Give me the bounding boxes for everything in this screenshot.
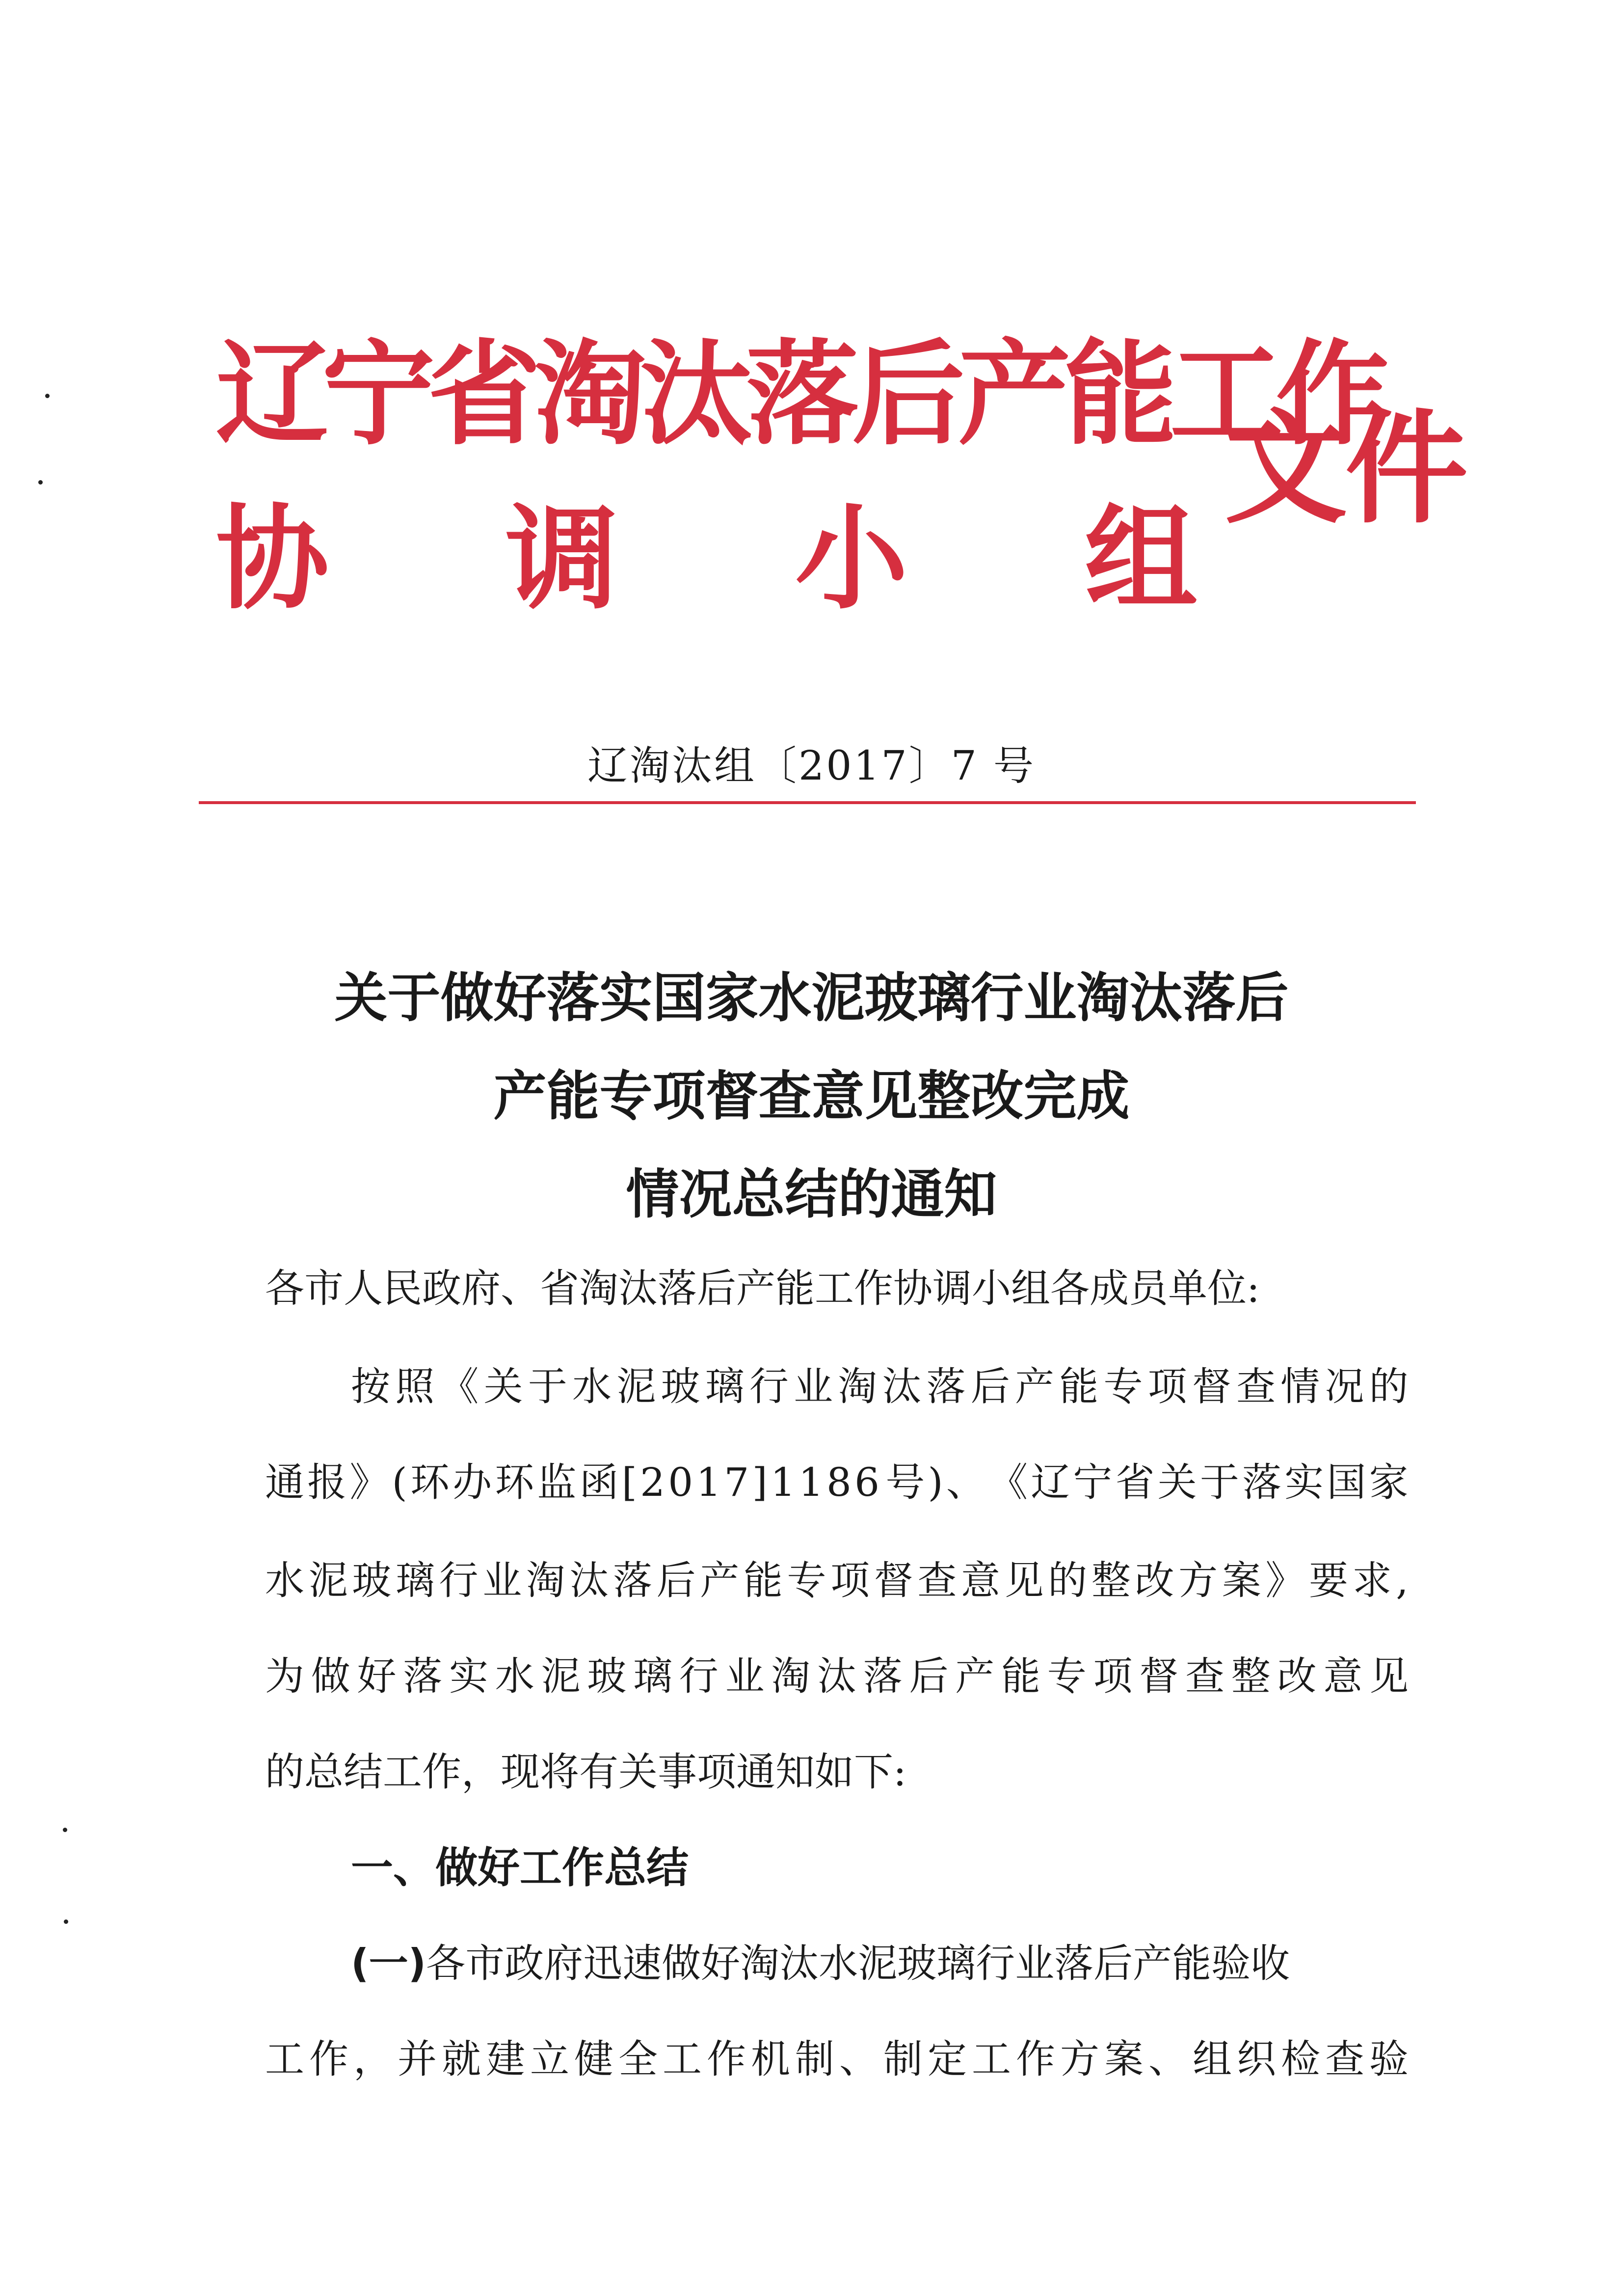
paragraph1-line3: 水 泥 玻 璃 行 业 淘 汰 落 后 产 能 专 项 督 查 意 见 的 整 改 方 案 》 要 求 , [265,1558,1409,1603]
letterhead-char: 调 [505,494,618,625]
paragraph2-line2: 工 作 ， 并 就 建 立 健 全 工 作 机 制 、 制 定 工 作 方 案 、 组 织 检 查 验 [265,2036,1409,2082]
paragraph1-line1: 按 照 《 关 于 水 泥 玻 璃 行 业 淘 汰 落 后 产 能 专 项 督 查 情 况 的 [351,1364,1409,1409]
letterhead-char: 协 [216,494,329,625]
scan-dot [38,480,43,485]
document-title-line1: 关于做好落实国家水泥玻璃行业淘汰落后 [334,968,1289,1029]
paragraph1-line2: 通 报 》 ( 环 办 环 监 函 [ 2 0 1 7 ] 1 1 8 6 号 ) 、 《 辽 宁 省 关 于 落 实 国 家 [265,1459,1409,1505]
scan-dot [64,1919,68,1924]
letterhead-org-line2 [216,494,1197,625]
document-title-line3: 情况总结的通知 [626,1164,997,1225]
item-marker: (一) [351,1941,426,1986]
letterhead-char: 组 [1084,494,1197,625]
letterhead-org-line1: 辽宁省淘汰落后产能工作 [216,329,1383,460]
letterhead-suffix: 文件 [1224,397,1466,540]
red-divider [199,801,1416,804]
addressee: 各市人民政府、省淘汰落后产能工作协调小组各成员单位: [265,1266,1260,1311]
letterhead-char: 小 [795,494,908,625]
document-number: 辽淘汰组〔2017〕7 号 [587,743,1036,789]
paragraph1-line4: 为 做 好 落 实 水 泥 玻 璃 行 业 淘 汰 落 后 产 能 专 项 督 查 整 改 意 见 [265,1653,1409,1699]
section-heading-1: 一、做好工作总结 [351,1843,689,1892]
document-title-line2: 产能专项督查意见整改完成 [493,1066,1130,1127]
paragraph2-line1-text: 各市政府迅速做好淘汰水泥玻璃行业落后产能验收 [426,1941,1290,1986]
scan-dot [45,394,50,398]
paragraph1-line5: 的总结工作，现将有关事项通知如下: [265,1749,906,1795]
paragraph2-line1 [351,1941,1409,1986]
scan-dot [63,1828,67,1832]
